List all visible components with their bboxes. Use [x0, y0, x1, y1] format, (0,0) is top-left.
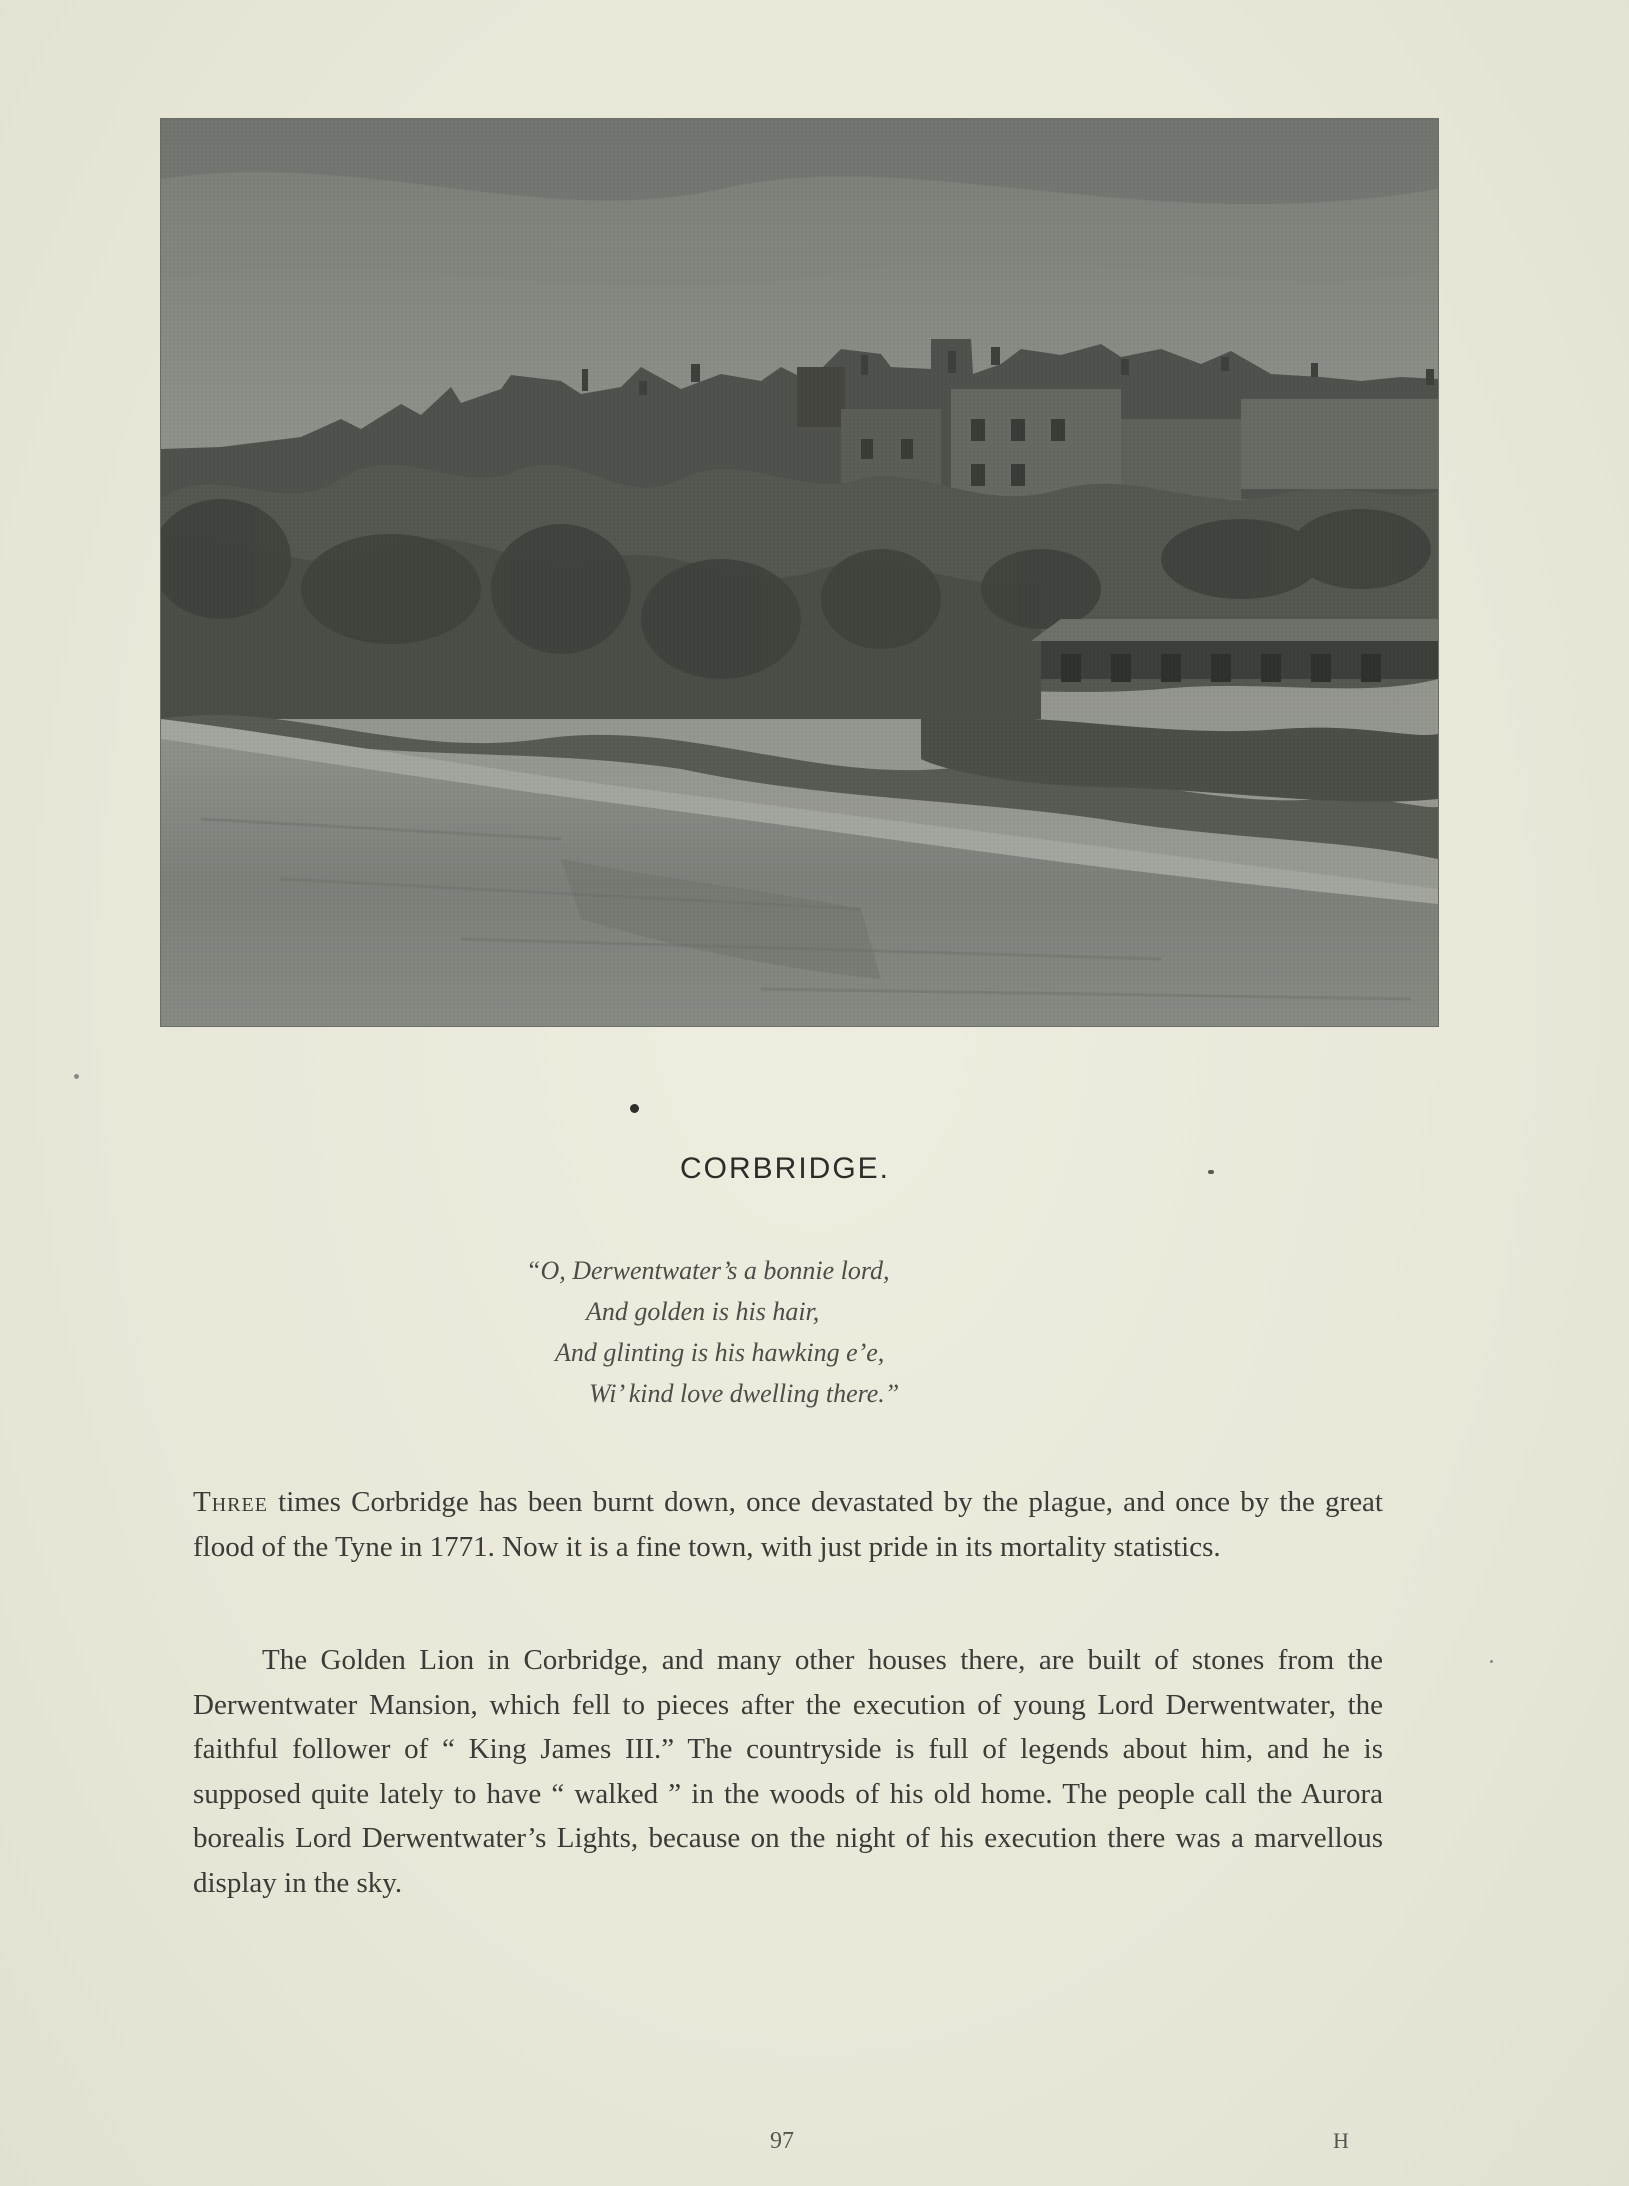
ornament-dot: [630, 1104, 639, 1113]
verse-stanza: [500, 1250, 1060, 1414]
page-number: 97: [770, 2128, 794, 2154]
verse-line: “O, Derwentwater’s a bonnie lord,: [526, 1256, 890, 1285]
corbridge-photograph: [161, 119, 1438, 1026]
print-speck: [1208, 1170, 1214, 1174]
photograph-plate: [161, 119, 1438, 1026]
paper-blemish: [74, 1074, 79, 1079]
paragraph-lead-word: Three: [193, 1486, 268, 1518]
verse-line: And glinting is his hawking e’e,: [555, 1338, 885, 1367]
signature-mark: H: [1333, 2128, 1349, 2153]
body-paragraph: [193, 1480, 1383, 1569]
paper-blemish: [1490, 1660, 1493, 1663]
verse-line: And golden is his hair,: [586, 1297, 820, 1326]
verse-line: Wi’ kind love dwelling there.”: [589, 1379, 900, 1408]
body-paragraph: The Golden Lion in Corbridge, and many other houses there, are built of stones from the Derwentwater Mansion, which fell to pieces after the execution of young Lord Derwentwater, the faithful follower of “ King James III.” The countryside is full of legends about him, and he is supposed quite lately to have “ walked ” in the woods of his old home. The people call the Aurora borealis Lord Derwentwater’s Lights, because on the night of his execution there was a marvellous display in the sky.: [193, 1644, 1383, 1899]
page-title: CORBRIDGE.: [679, 1152, 891, 1185]
paragraph-text: times Corbridge has been burnt down, once devastated by the plague, and once by the great flood of the Tyne in 1771. Now it is a fine town, with just pride in its mortality statistics.: [193, 1486, 1383, 1563]
